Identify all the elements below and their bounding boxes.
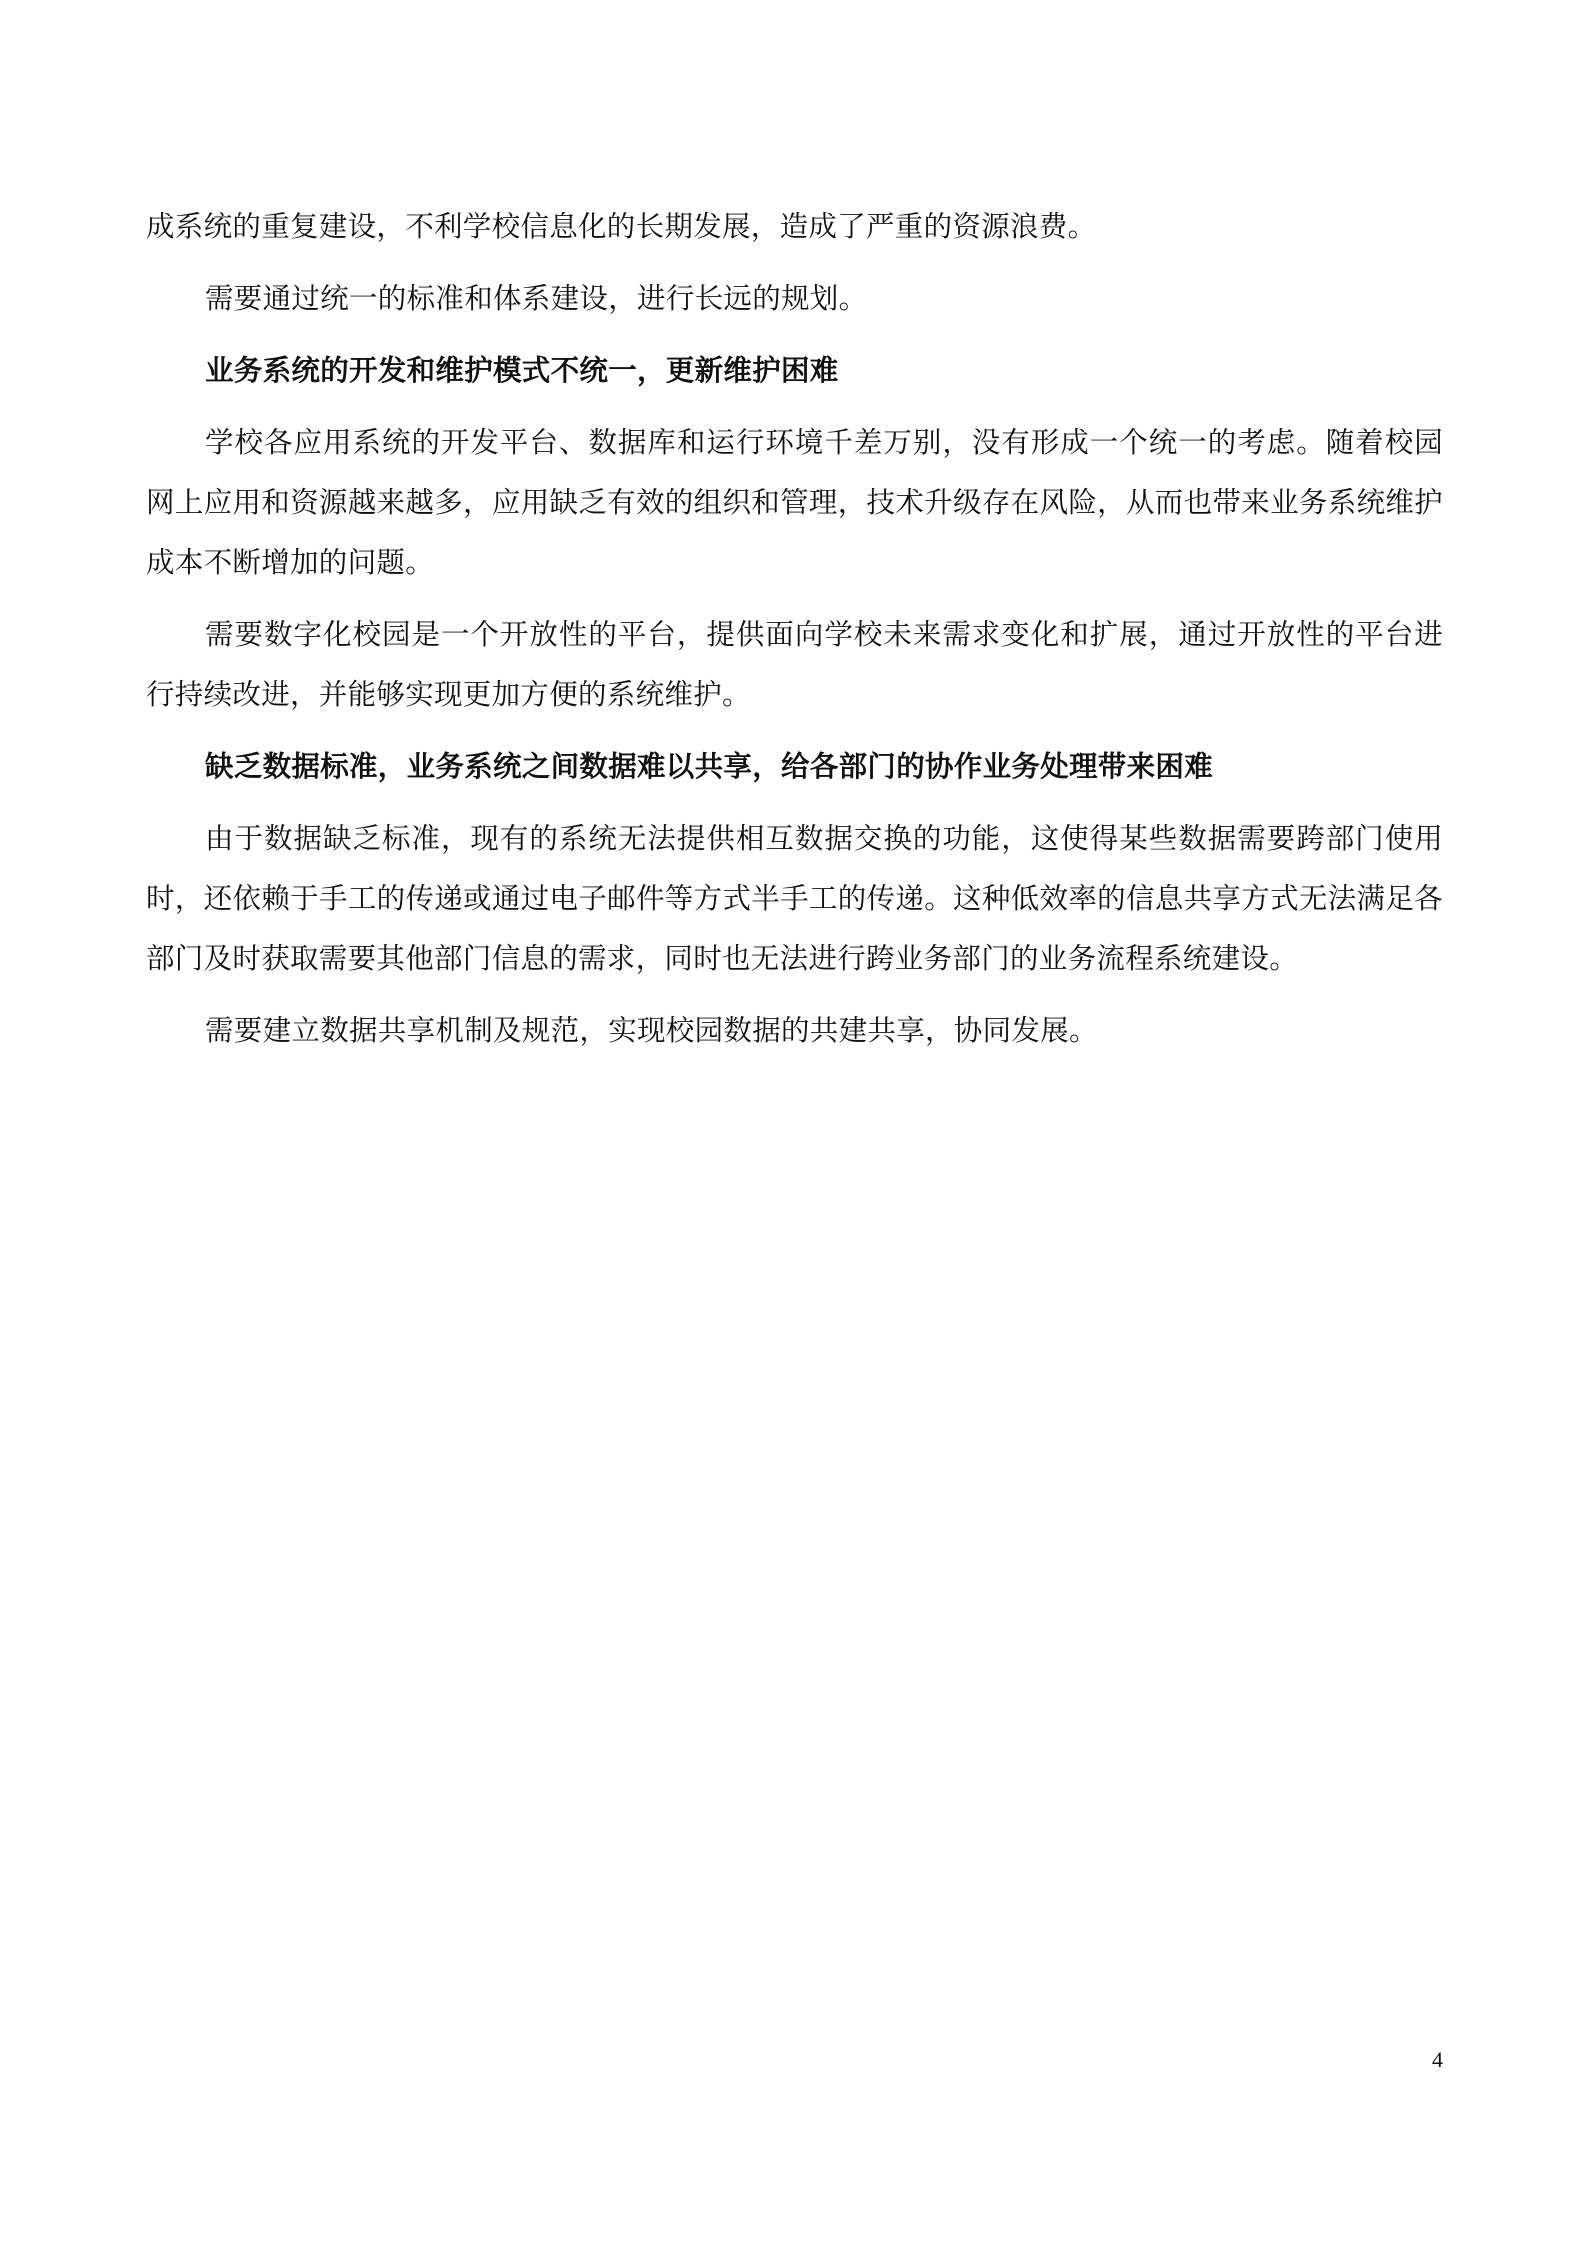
paragraph-data-exchange: 由于数据缺乏标准，现有的系统无法提供相互数据交换的功能，这使得某些数据需要跨部门使用时，还依赖于手工的传递或通过电子邮件等方式半手工的传递。这种低效率的信息共享方式无法满足各部门及时获取需要其他部门信息的需求，同时也无法进行跨业务部门的业务流程系统建设。 bbox=[146, 822, 1443, 975]
document-body bbox=[146, 197, 1443, 1061]
section-heading-maintenance: 业务系统的开发和维护模式不统一，更新维护困难 bbox=[205, 354, 839, 387]
paragraph-open-platform: 需要数字化校园是一个开放性的平台，提供面向学校未来需求变化和扩展，通过开放性的平台进行持续改进，并能够实现更加方便的系统维护。 bbox=[146, 618, 1443, 711]
section-heading-data-standard: 缺乏数据标准，业务系统之间数据难以共享，给各部门的协作业务处理带来困难 bbox=[205, 750, 1214, 783]
page-number: 4 bbox=[1432, 2047, 1443, 2072]
paragraph-standard-planning: 需要通过统一的标准和体系建设，进行长远的规划。 bbox=[205, 282, 868, 315]
paragraph-continuation: 成系统的重复建设，不利学校信息化的长期发展，造成了严重的资源浪费。 bbox=[146, 210, 1097, 243]
paragraph-platform-diversity: 学校各应用系统的开发平台、数据库和运行环境千差万别，没有形成一个统一的考虑。随着校园网上应用和资源越来越多，应用缺乏有效的组织和管理，技术升级存在风险，从而也带来业务系统维护成本不断增加的问题。 bbox=[146, 426, 1443, 579]
paragraph-data-sharing: 需要建立数据共享机制及规范，实现校园数据的共建共享，协同发展。 bbox=[205, 1014, 1098, 1047]
